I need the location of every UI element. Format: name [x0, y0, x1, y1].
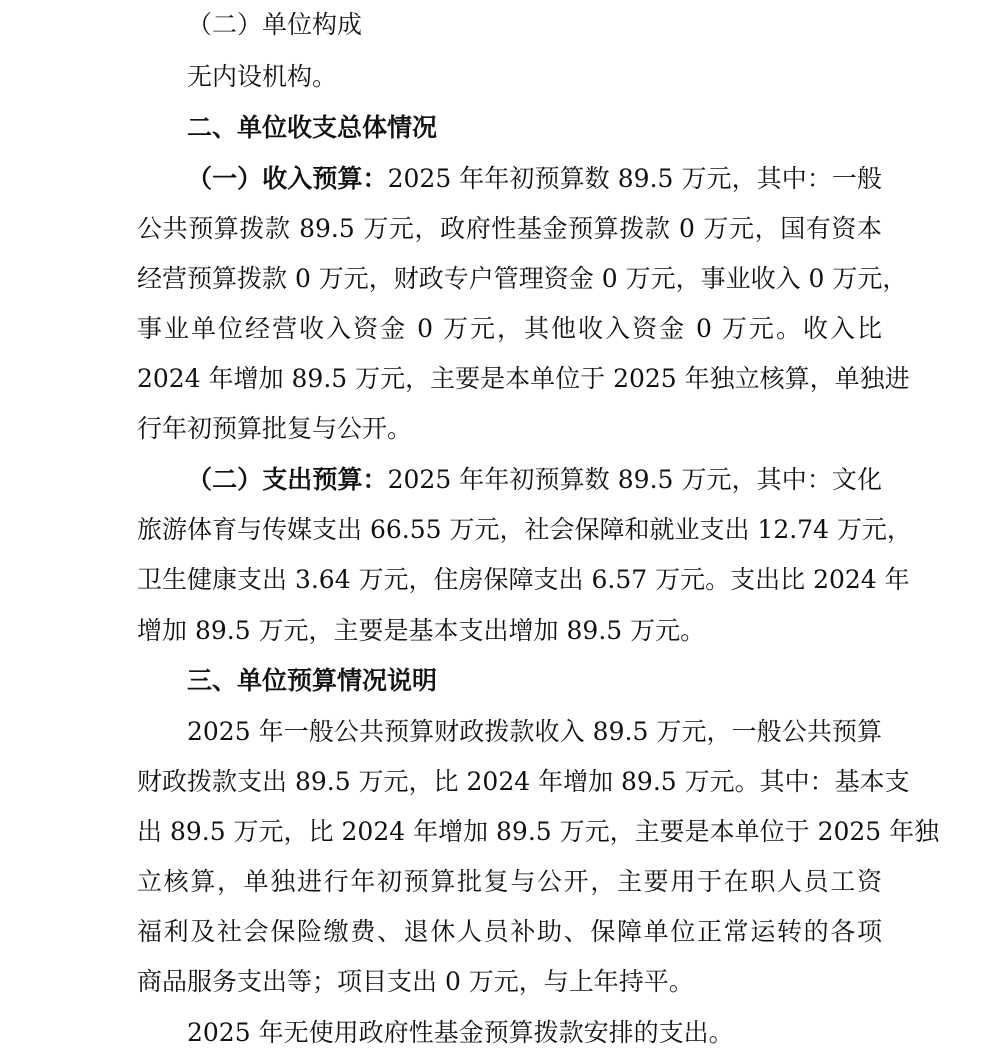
section-heading-overview: 二、单位收支总体情况: [187, 113, 438, 142]
expense-paragraph-line: [187, 463, 882, 497]
expense-paragraph-line: 增加 89.5 万元，主要是基本支出增加 89.5 万元。: [137, 616, 706, 645]
section-heading-unit-composition: （二）单位构成: [187, 10, 363, 39]
expense-line-text: 2025 年年初预算数 89.5 万元，其中：文化: [387, 465, 882, 494]
income-paragraph-line: 行年初预算批复与公开。: [137, 414, 413, 443]
income-paragraph-line: 经营预算拨款 0 万元，财政专户管理资金 0 万元，事业收入 0 万元，: [137, 264, 908, 293]
government-fund-note: 2025 年无使用政府性基金预算拨款安排的支出。: [187, 1018, 734, 1047]
income-paragraph-line: [187, 162, 882, 196]
expense-label: （二）支出预算：: [187, 465, 388, 494]
unit-composition-text: 无内设机构。: [187, 62, 338, 91]
income-line-text: 2025 年年初预算数 89.5 万元，其中：一般: [387, 164, 882, 193]
budget-paragraph-line: 出 89.5 万元，比 2024 年增加 89.5 万元，主要是本单位于 2025 年独: [137, 817, 940, 846]
expense-paragraph-line: 旅游体育与传媒支出 66.55 万元，社会保障和就业支出 12.74 万元，: [137, 515, 912, 544]
budget-paragraph-line: 立核算，单独进行年初预算批复与公开，主要用于在职人员工资: [137, 867, 882, 896]
budget-paragraph-line: 财政拨款支出 89.5 万元，比 2024 年增加 89.5 万元。其中：基本支: [137, 767, 910, 796]
section-heading-budget-explanation: 三、单位预算情况说明: [187, 666, 438, 695]
budget-paragraph-line: 福利及社会保险缴费、退休人员补助、保障单位正常运转的各项: [137, 917, 882, 946]
expense-paragraph-line: 卫生健康支出 3.64 万元，住房保障支出 6.57 万元。支出比 2024 年: [137, 565, 910, 594]
income-paragraph-line: 事业单位经营收入资金 0 万元，其他收入资金 0 万元。收入比: [137, 314, 882, 343]
budget-paragraph-line: 商品服务支出等；项目支出 0 万元，与上年持平。: [137, 967, 694, 996]
budget-paragraph-line: 2025 年一般公共预算财政拨款收入 89.5 万元，一般公共预算: [187, 717, 882, 746]
income-paragraph-line: 公共预算拨款 89.5 万元，政府性基金预算拨款 0 万元，国有资本: [137, 214, 882, 243]
income-paragraph-line: 2024 年增加 89.5 万元，主要是本单位于 2025 年独立核算，单独进: [137, 364, 910, 393]
income-label: （一）收入预算：: [187, 164, 388, 193]
